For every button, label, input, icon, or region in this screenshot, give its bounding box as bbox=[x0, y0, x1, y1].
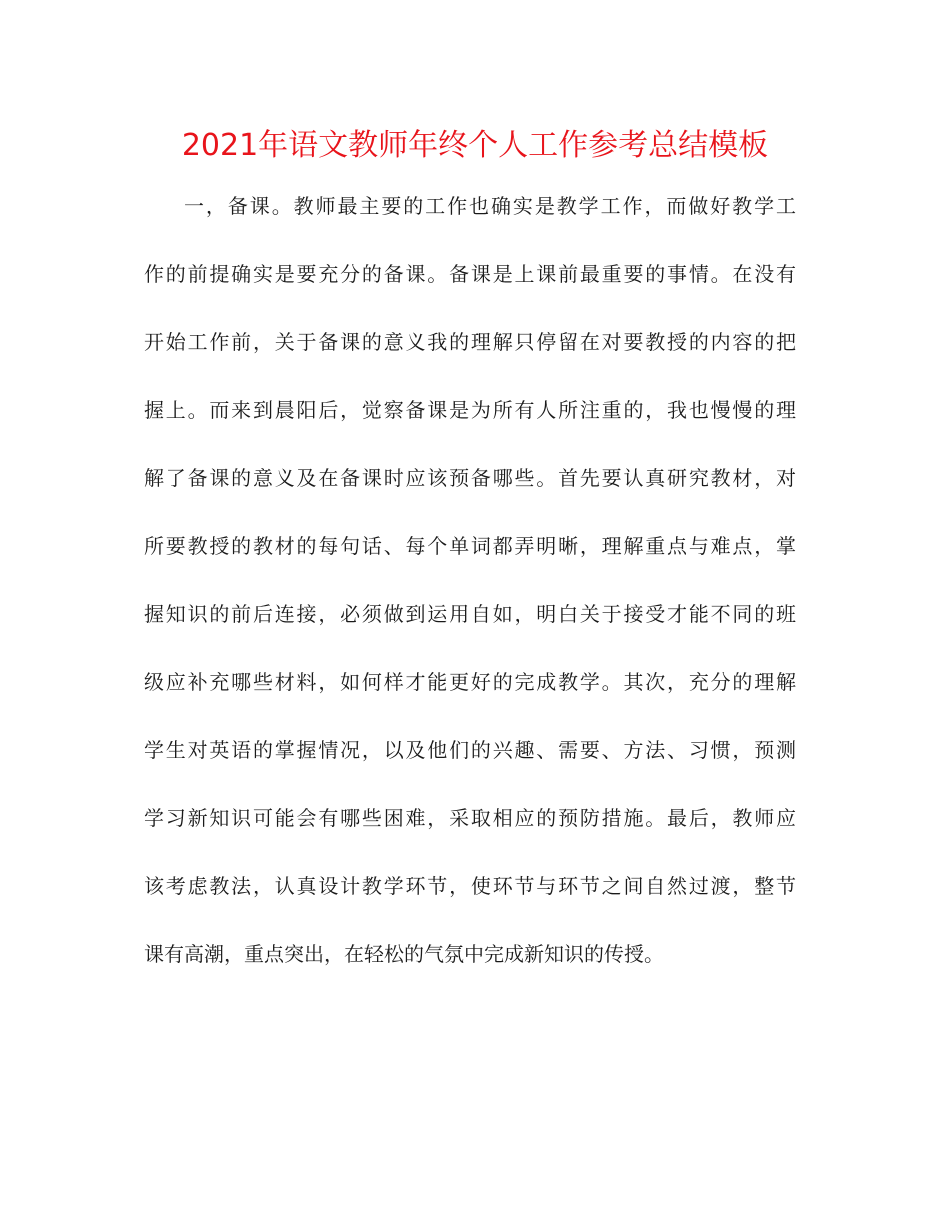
document-title: 2021年语文教师年终个人工作参考总结模板 bbox=[181, 128, 769, 163]
body-line: 作的前提确实是要充分的备课。备课是上课前最重要的事情。在没有 bbox=[144, 262, 796, 286]
body-line: 课有高潮，重点突出，在轻松的气氛中完成新知识的传授。 bbox=[144, 942, 664, 966]
body-line: 开始工作前，关于备课的意义我的理解只停留在对要教授的内容的把 bbox=[144, 330, 796, 354]
body-line: 学生对英语的掌握情况，以及他们的兴趣、需要、方法、习惯，预测 bbox=[144, 738, 796, 762]
body-line: 该考虑教法，认真设计教学环节，使环节与环节之间自然过渡，整节 bbox=[144, 874, 796, 898]
document-body bbox=[144, 172, 796, 988]
body-line: 握知识的前后连接，必须做到运用自如，明白关于接受才能不同的班 bbox=[144, 602, 796, 626]
body-line: 解了备课的意义及在备课时应该预备哪些。首先要认真研究教材，对 bbox=[144, 466, 796, 490]
body-line: 一，备课。教师最主要的工作也确实是教学工作，而做好教学工 bbox=[184, 194, 796, 218]
body-line: 级应补充哪些材料，如何样才能更好的完成教学。其次，充分的理解 bbox=[144, 670, 796, 694]
body-line: 所要教授的教材的每句话、每个单词都弄明晰，理解重点与难点，掌 bbox=[144, 534, 796, 558]
body-line: 握上。而来到晨阳后，觉察备课是为所有人所注重的，我也慢慢的理 bbox=[144, 398, 796, 422]
body-line: 学习新知识可能会有哪些困难，采取相应的预防措施。最后，教师应 bbox=[144, 806, 796, 830]
